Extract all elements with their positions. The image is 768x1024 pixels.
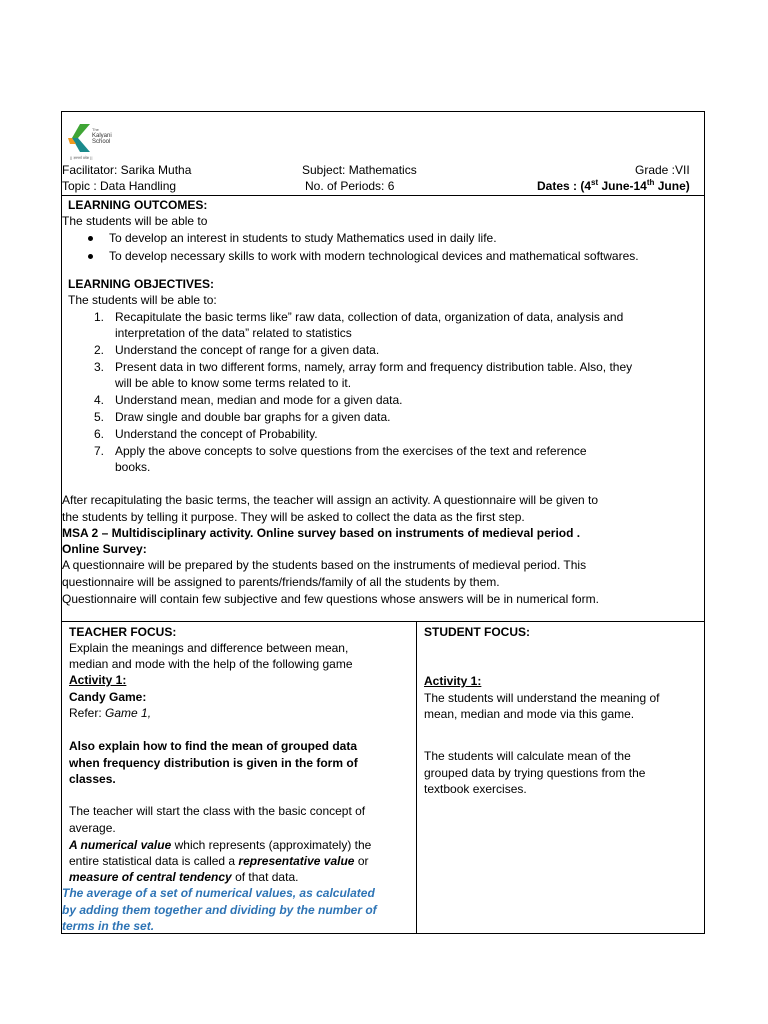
student-activity-heading: Activity 1: xyxy=(424,674,482,688)
objective-line: Draw single and double bar graphs for a given data. xyxy=(115,410,391,424)
objective-number: 4. xyxy=(93,393,104,407)
learning-objectives-heading: LEARNING OBJECTIVES: xyxy=(68,277,215,291)
objective-number: 7. xyxy=(93,444,104,458)
student-text-line: grouped data by trying questions from the xyxy=(424,766,646,780)
teacher-bold-line: Also explain how to find the mean of grouped data xyxy=(69,739,358,753)
logo-text-the: The xyxy=(92,127,99,132)
periods-label: No. of Periods: 6 xyxy=(305,179,395,193)
logo-mark-green xyxy=(72,124,90,138)
survey-line: questionnaire will be assigned to parents/friends/family of all the students by them. xyxy=(62,575,500,589)
student-focus-heading: STUDENT FOCUS: xyxy=(424,625,530,639)
teacher-text-line: Explain the meanings and difference between mean, xyxy=(69,641,349,655)
facilitator-label: Facilitator: Sarika Mutha xyxy=(62,163,192,177)
student-text-line: mean, median and mode via this game. xyxy=(424,707,635,721)
objective-line: Understand the concept of range for a given data. xyxy=(115,343,380,357)
topic-label: Topic : Data Handling xyxy=(62,179,177,193)
objectives-intro: The students will be able to: xyxy=(68,293,217,307)
logo-text-kalyani: Kalyani xyxy=(92,133,112,139)
teacher-bold-line: when frequency distribution is given in the form of xyxy=(69,756,358,770)
logo-text-school: School xyxy=(92,139,111,145)
survey-line: A questionnaire will be prepared by the students based on the instruments of medieval period. This xyxy=(62,558,587,572)
teacher-text-line: The teacher will start the class with the basic concept of xyxy=(69,804,366,818)
bullet-icon xyxy=(88,236,93,241)
teacher-text-line: median and mode with the help of the following game xyxy=(69,657,353,671)
central-tendency-line: measure of central tendency of that data. xyxy=(69,870,299,884)
representative-value-line: entire statistical data is called a representative value or xyxy=(69,854,369,868)
objective-line: books. xyxy=(115,460,151,474)
objective-number: 5. xyxy=(93,410,104,424)
student-text-line: The students will calculate mean of the xyxy=(424,749,631,763)
logo-tagline: || ज्ञानार्थ प्रवेश || xyxy=(70,156,93,160)
survey-line: Questionnaire will contain few subjective and few questions whose answers will be in numerical form. xyxy=(62,592,599,606)
objective-number: 2. xyxy=(93,343,104,357)
teacher-bold-line: classes. xyxy=(69,772,116,786)
activity-paragraph-line: After recapitulating the basic terms, the teacher will assign an activity. A questionnaire will be given to xyxy=(62,493,599,507)
outcomes-intro: The students will be able to xyxy=(62,214,208,228)
average-definition-line: The average of a set of numerical values, as calculated xyxy=(62,886,375,900)
msa-heading: MSA 2 – Multidisciplinary activity. Online survey based on instruments of medieval period . xyxy=(62,526,581,540)
grade-label: Grade :VII xyxy=(635,163,690,177)
focus-divider xyxy=(61,621,705,622)
objective-line: Understand the concept of Probability. xyxy=(115,427,318,441)
objective-line: Present data in two different forms, namely, array form and frequency distribution table. Also, they xyxy=(115,360,633,374)
objective-line: interpretation of the data” related to statistics xyxy=(115,326,352,340)
teacher-text-line: average. xyxy=(69,821,116,835)
numerical-value-line: A numerical value which represents (approximately) the xyxy=(69,838,372,852)
teacher-focus-heading: TEACHER FOCUS: xyxy=(69,625,177,639)
objective-line: will be able to know some terms related to it. xyxy=(115,376,352,390)
average-definition-line: by adding them together and dividing by the number of xyxy=(62,903,377,917)
objective-line: Apply the above concepts to solve questions from the exercises of the text and reference xyxy=(115,444,587,458)
teacher-activity-heading: Activity 1: xyxy=(69,673,127,687)
focus-column-divider xyxy=(416,621,417,934)
average-definition-line: terms in the set. xyxy=(62,919,155,933)
activity-paragraph-line: the students by telling it purpose. They will be asked to collect the data as the first step. xyxy=(62,510,525,524)
learning-outcomes-heading: LEARNING OUTCOMES: xyxy=(68,198,208,212)
online-survey-heading: Online Survey: xyxy=(62,542,147,556)
refer-line: Refer: Game 1, xyxy=(69,706,152,720)
objective-line: Understand mean, median and mode for a given data. xyxy=(115,393,403,407)
objective-number: 1. xyxy=(93,310,104,324)
subject-label: Subject: Mathematics xyxy=(302,163,417,177)
candy-game-heading: Candy Game: xyxy=(69,690,147,704)
student-text-line: The students will understand the meaning of xyxy=(424,691,660,705)
outcome-item: To develop necessary skills to work with modern technological devices and mathematical softwares. xyxy=(109,249,639,263)
school-logo xyxy=(66,118,126,162)
outcome-item: To develop an interest in students to study Mathematics used in daily life. xyxy=(109,231,497,245)
logo-mark-teal xyxy=(72,138,90,152)
student-text-line: textbook exercises. xyxy=(424,782,527,796)
objective-number: 3. xyxy=(93,360,104,374)
dates-label: Dates : (4st June-14th June) xyxy=(537,178,690,193)
objective-line: Recapitulate the basic terms like” raw data, collection of data, organization of data, analysis and xyxy=(115,310,624,324)
header-divider xyxy=(61,195,705,196)
objective-number: 6. xyxy=(93,427,104,441)
bullet-icon xyxy=(88,254,93,259)
